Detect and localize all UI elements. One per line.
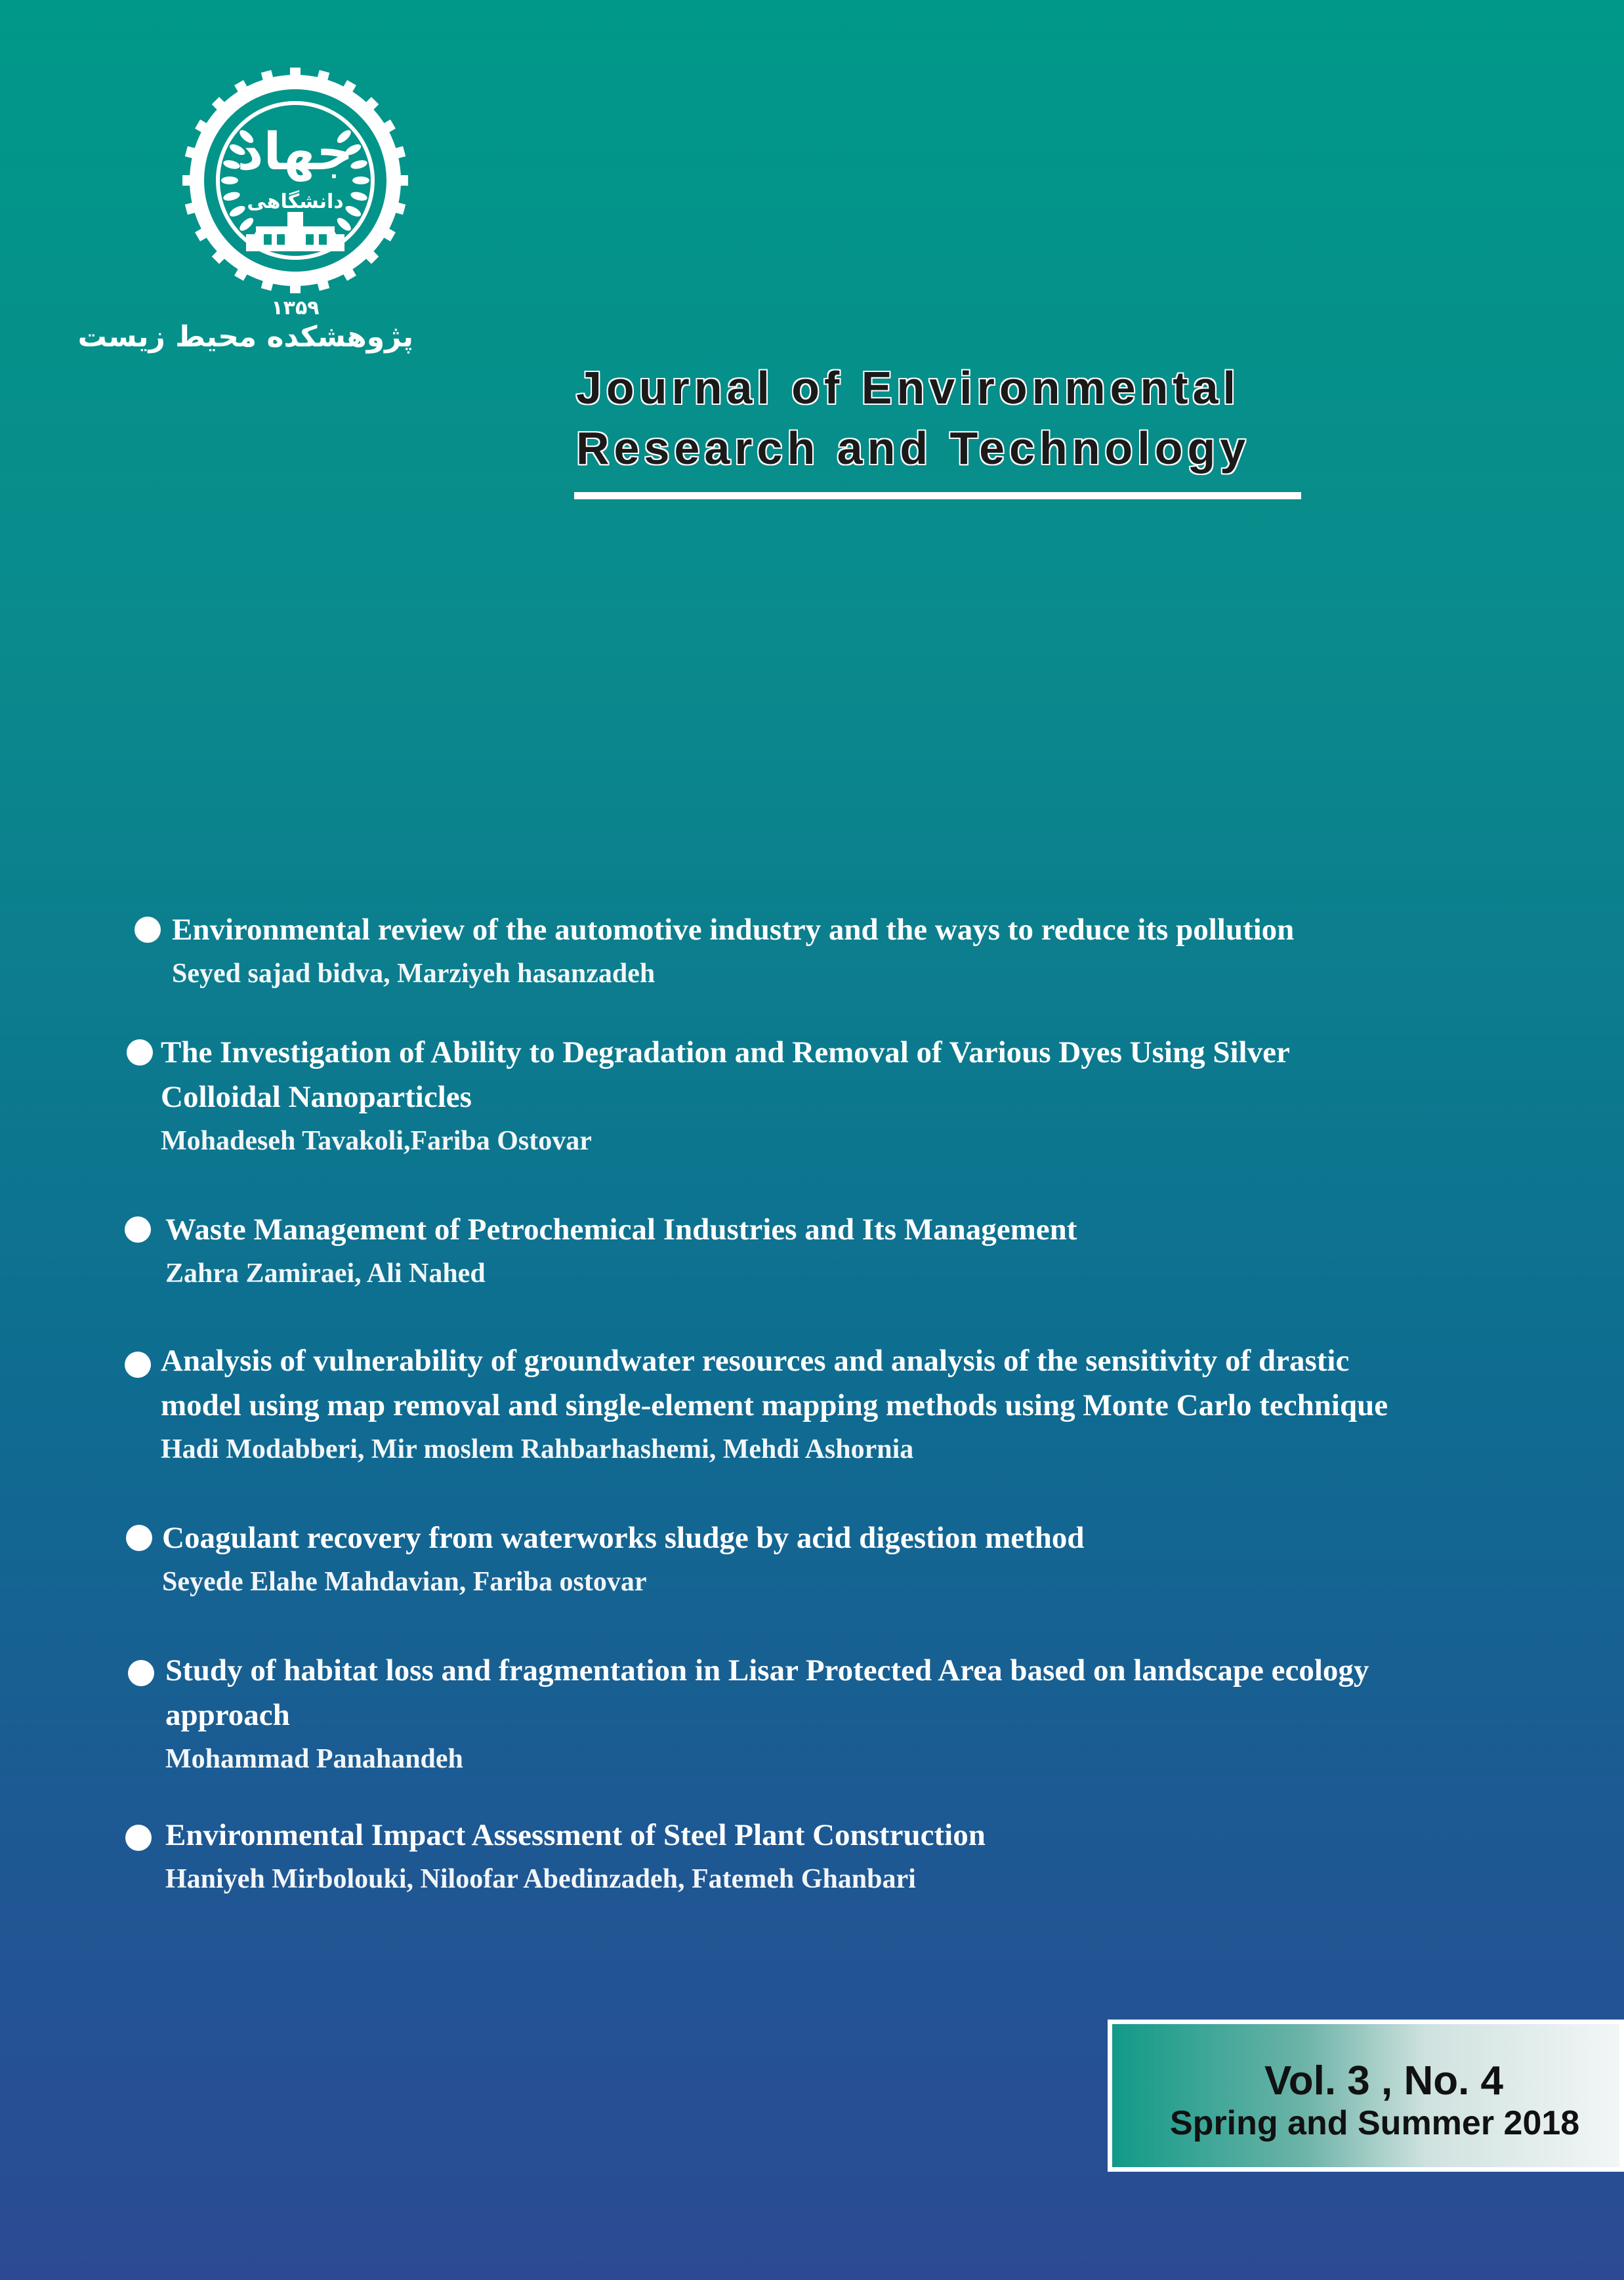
jahad-emblem-icon <box>177 62 413 299</box>
journal-title-line-1: Journal of Environmental <box>576 362 1240 413</box>
article-item <box>165 1813 986 1901</box>
article-item <box>172 907 1294 995</box>
article-title: model using map removal and single-element mapping methods using Monte Carlo technique <box>161 1388 1388 1422</box>
article-title: Colloidal Nanoparticles <box>161 1080 472 1114</box>
article-title: Analysis of vulnerability of groundwater resources and analysis of the sensitivity of drastic <box>161 1344 1350 1378</box>
bullet-icon <box>125 1216 151 1243</box>
article-authors: Zahra Zamiraei, Ali Nahed <box>165 1258 486 1289</box>
article-authors: Haniyeh Mirbolouki, Niloofar Abedinzadeh, Fatemeh Ghanbari <box>165 1864 916 1894</box>
logo-wordmark-sub: دانشگاهی <box>247 190 344 213</box>
issue-info-box <box>1108 2020 1624 2172</box>
logo-year: ۱۳۵۹ <box>271 297 320 320</box>
bullet-icon <box>135 917 161 943</box>
article-authors: Seyede Elahe Mahdavian, Fariba ostovar <box>162 1567 647 1597</box>
article-title: Study of habitat loss and fragmentation in Lisar Protected Area based on landscape ecology <box>165 1653 1369 1688</box>
article-authors: Mohammad Panahandeh <box>165 1744 463 1774</box>
volume-number: Vol. 3 , No. 4 <box>1264 2058 1504 2104</box>
article-item <box>162 1516 1085 1604</box>
article-authors: Hadi Modabberi, Mir moslem Rahbarhashemi, Mehdi Ashornia <box>161 1434 914 1464</box>
issue-season-year: Spring and Summer 2018 <box>1170 2104 1580 2142</box>
bullet-icon <box>125 1352 151 1378</box>
article-title: The Investigation of Ability to Degradation and Removal of Various Dyes Using Silver <box>161 1035 1290 1069</box>
article-item <box>165 1648 1369 1781</box>
article-title: Environmental review of the automotive industry and the ways to reduce its pollution <box>172 913 1295 947</box>
bullet-icon <box>128 1660 154 1686</box>
title-underline <box>574 492 1301 499</box>
article-item <box>161 1338 1388 1471</box>
article-item <box>165 1207 1077 1295</box>
article-authors: Mohadeseh Tavakoli,Fariba Ostovar <box>161 1126 592 1156</box>
article-title: Coagulant recovery from waterworks sludge by acid digestion method <box>162 1521 1085 1555</box>
article-authors: Seyed sajad bidva, Marziyeh hasanzadeh <box>172 959 656 989</box>
bullet-icon <box>126 1525 152 1551</box>
article-title: Waste Management of Petrochemical Industries and Its Management <box>165 1213 1077 1247</box>
article-title: approach <box>165 1698 290 1732</box>
institute-name: پژوهشکده محیط زیست <box>77 320 413 354</box>
article-title: Environmental Impact Assessment of Steel Plant Construction <box>165 1818 986 1852</box>
bullet-icon <box>125 1825 152 1851</box>
journal-title <box>576 358 1331 478</box>
article-item <box>161 1030 1290 1163</box>
bullet-icon <box>127 1039 153 1066</box>
logo-wordmark: جهاد <box>237 123 354 182</box>
journal-title-line-2: Research and Technology <box>576 423 1251 474</box>
